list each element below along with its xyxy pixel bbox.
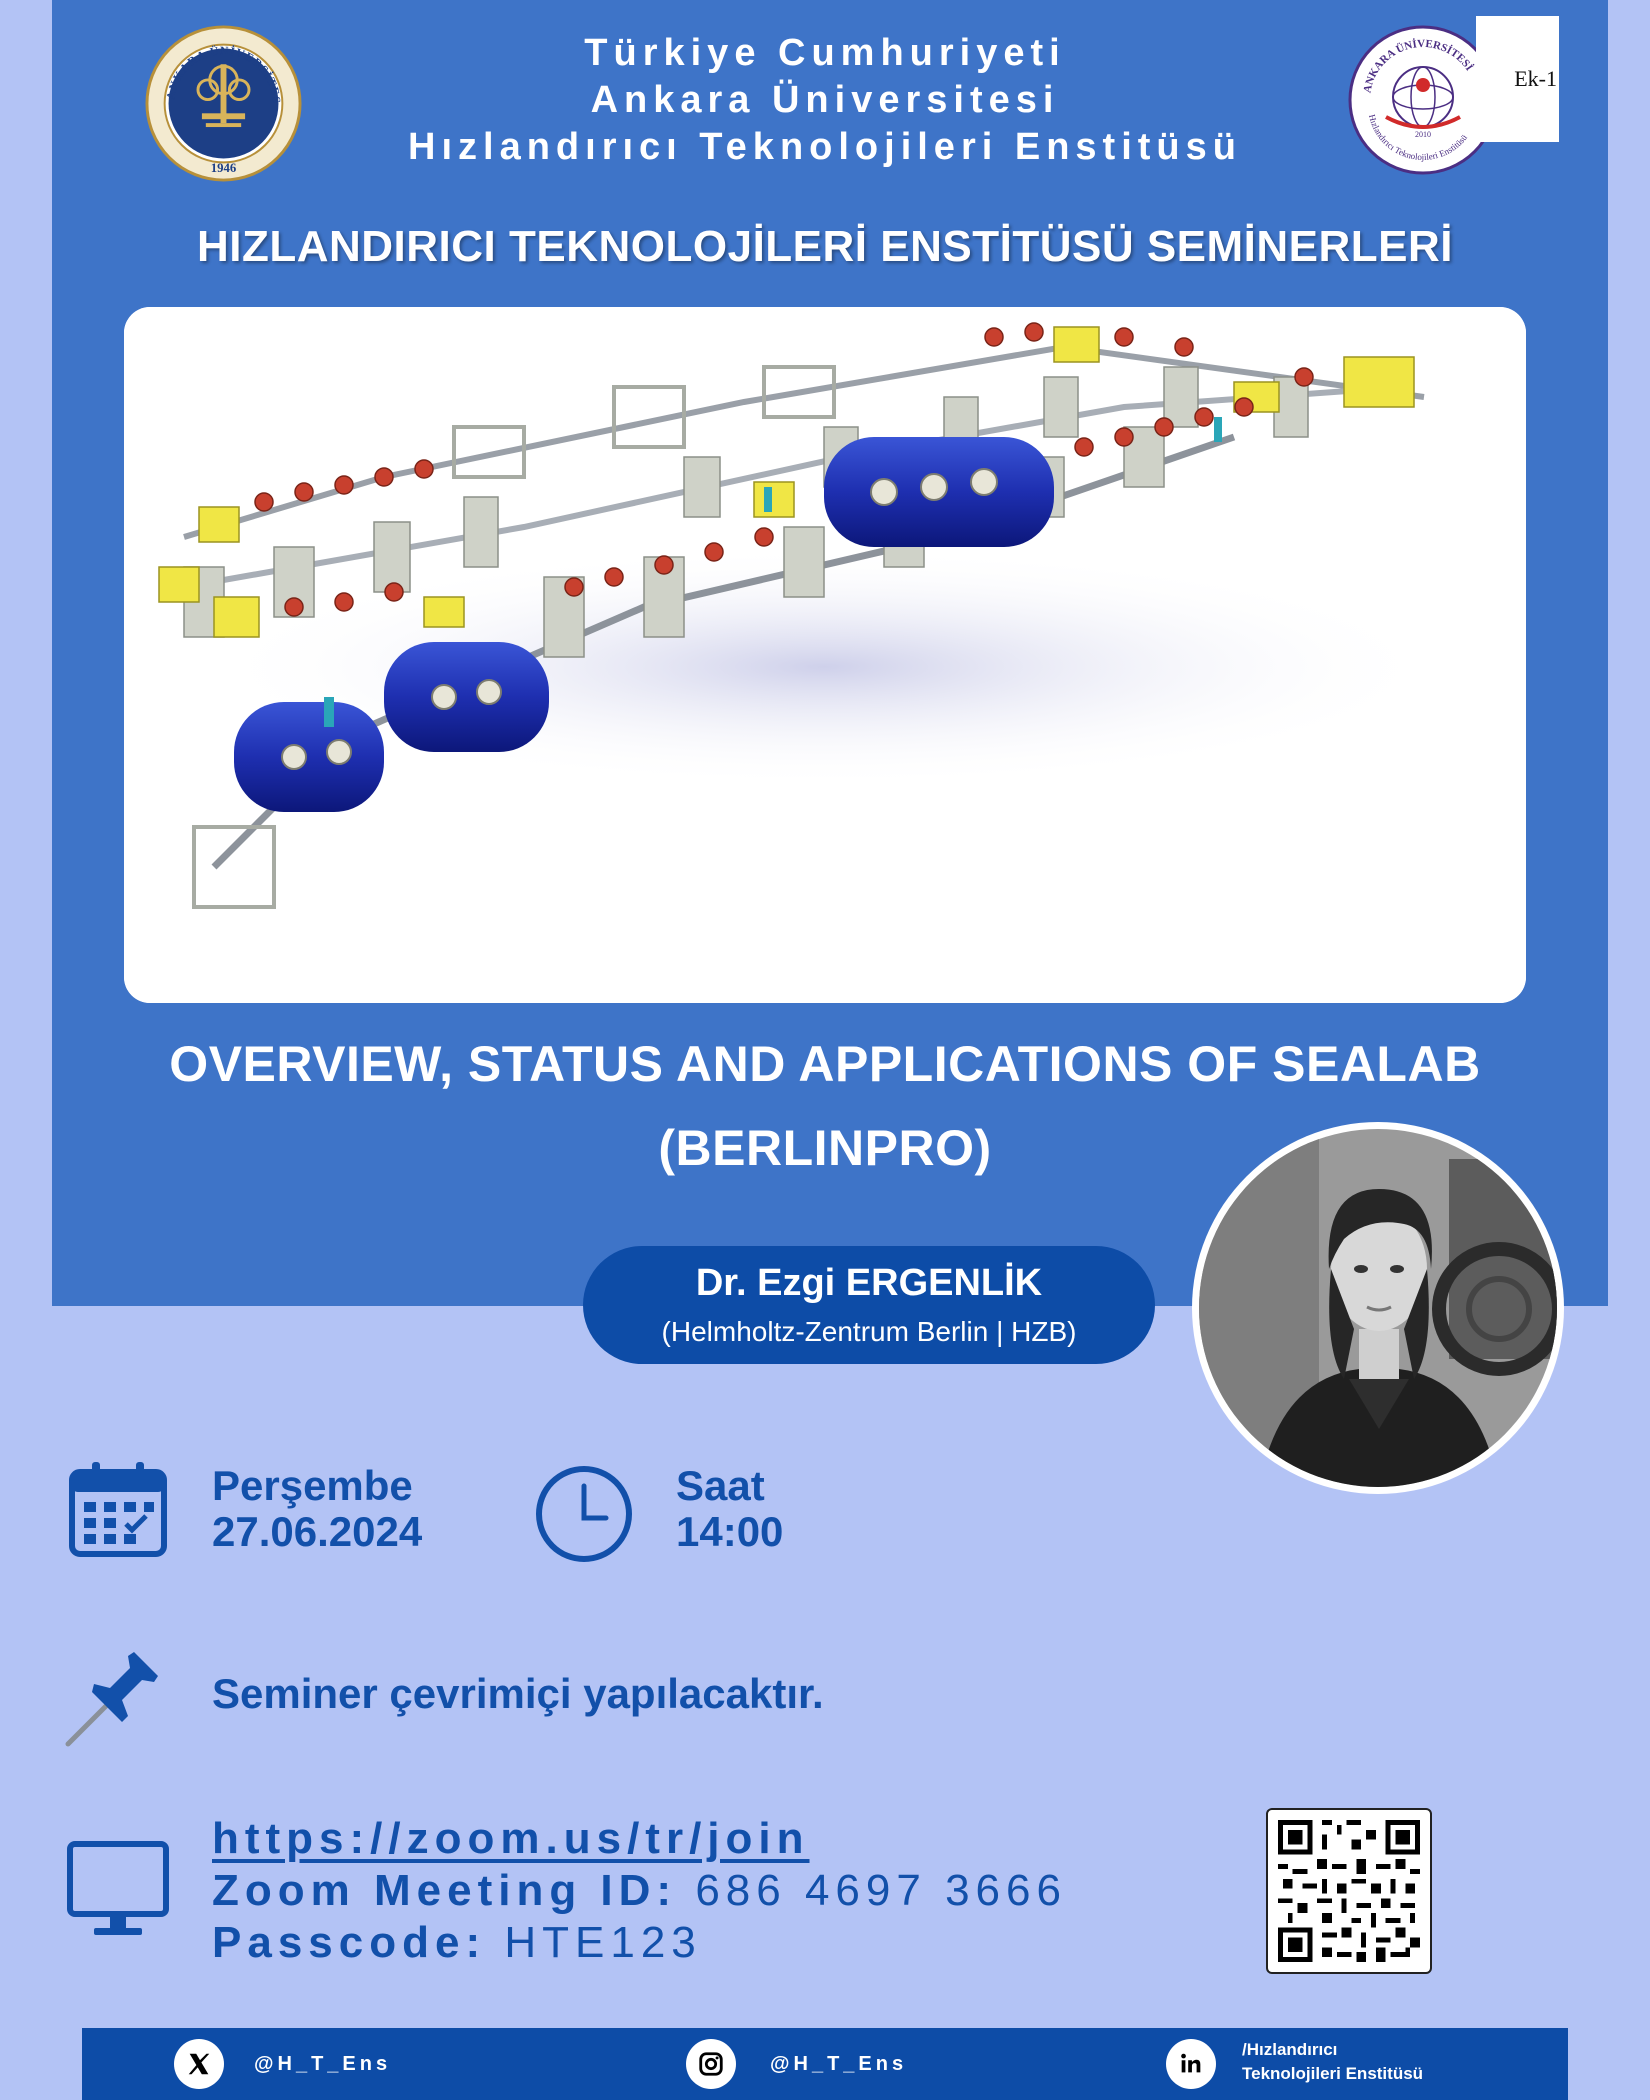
zoom-link[interactable]: https://zoom.us/tr/join bbox=[212, 1814, 810, 1863]
zoom-passcode-label: Passcode: bbox=[212, 1918, 487, 1967]
linkedin-icon[interactable] bbox=[1166, 2039, 1216, 2089]
event-time: 14:00 bbox=[676, 1508, 784, 1555]
instagram-icon[interactable] bbox=[686, 2039, 736, 2089]
qr-code[interactable] bbox=[1266, 1808, 1432, 1974]
zoom-passcode bbox=[212, 1918, 702, 1968]
talk-title-line1: OVERVIEW, STATUS AND APPLICATIONS OF SEALAB bbox=[169, 1036, 1481, 1092]
seminar-series-title: HIZLANDIRICI TEKNOLOJİLERİ ENSTİTÜSÜ SEMİNERLERİ bbox=[196, 222, 1454, 271]
institution-line-university: Ankara Üniversitesi bbox=[590, 79, 1060, 121]
institution-line-country: Türkiye Cumhuriyeti bbox=[584, 32, 1066, 74]
zoom-passcode-value: HTE123 bbox=[504, 1918, 702, 1967]
svg-text:ANKARA ÜNİVERSİTESİ: ANKARA ÜNİVERSİTESİ bbox=[1361, 37, 1476, 94]
speaker-badge bbox=[583, 1246, 1155, 1364]
corner-tag: Ek-1 bbox=[1476, 16, 1559, 142]
svg-text:1946: 1946 bbox=[210, 161, 237, 176]
linkedin-handle-line1: /Hızlandırıcı bbox=[1242, 2040, 1338, 2059]
svg-text:ANKARA ÜNİVERSİTESİ: ANKARA ÜNİVERSİTES bbox=[164, 44, 283, 105]
monitor-icon bbox=[66, 1840, 170, 1944]
online-note: Seminer çevrimiçi yapılacaktır. bbox=[212, 1670, 824, 1717]
accelerator-image bbox=[124, 307, 1526, 1003]
pushpin-icon bbox=[62, 1644, 170, 1748]
speaker-affiliation: (Helmholtz-Zentrum Berlin | HZB) bbox=[661, 1316, 1077, 1347]
linkedin-handle-line2: Teknolojileri Enstitüsü bbox=[1242, 2064, 1424, 2083]
time-label: Saat bbox=[676, 1462, 765, 1509]
zoom-meeting-id-value: 686 4697 3666 bbox=[695, 1866, 1067, 1915]
svg-text:Hızlandırıcı Teknolojileri Ens: Hızlandırıcı Teknolojileri Enstitüsü bbox=[1366, 113, 1469, 163]
social-footer bbox=[82, 2028, 1568, 2100]
event-date: 27.06.2024 bbox=[212, 1508, 423, 1555]
linkedin-handle[interactable] bbox=[1242, 2038, 1423, 2086]
x-icon[interactable] bbox=[174, 2039, 224, 2089]
calendar-icon bbox=[68, 1462, 168, 1558]
institution-heading bbox=[310, 30, 1340, 171]
ankara-university-logo bbox=[145, 25, 302, 182]
institution-line-institute: Hızlandırıcı Teknolojileri Enstitüsü bbox=[408, 126, 1242, 168]
clock-icon bbox=[534, 1464, 634, 1564]
svg-text:2010: 2010 bbox=[1415, 130, 1431, 139]
x-handle[interactable]: @H_T_Ens bbox=[254, 2053, 392, 2075]
event-day: Perşembe bbox=[212, 1462, 413, 1509]
speaker-photo bbox=[1192, 1122, 1564, 1494]
speaker-name: Dr. Ezgi ERGENLİK bbox=[695, 1262, 1043, 1304]
zoom-meeting-id bbox=[212, 1866, 1067, 1916]
instagram-handle[interactable]: @H_T_Ens bbox=[770, 2053, 908, 2075]
talk-title-line2: (BERLINPRO) bbox=[658, 1120, 992, 1176]
zoom-meeting-id-label: Zoom Meeting ID: bbox=[212, 1866, 678, 1915]
